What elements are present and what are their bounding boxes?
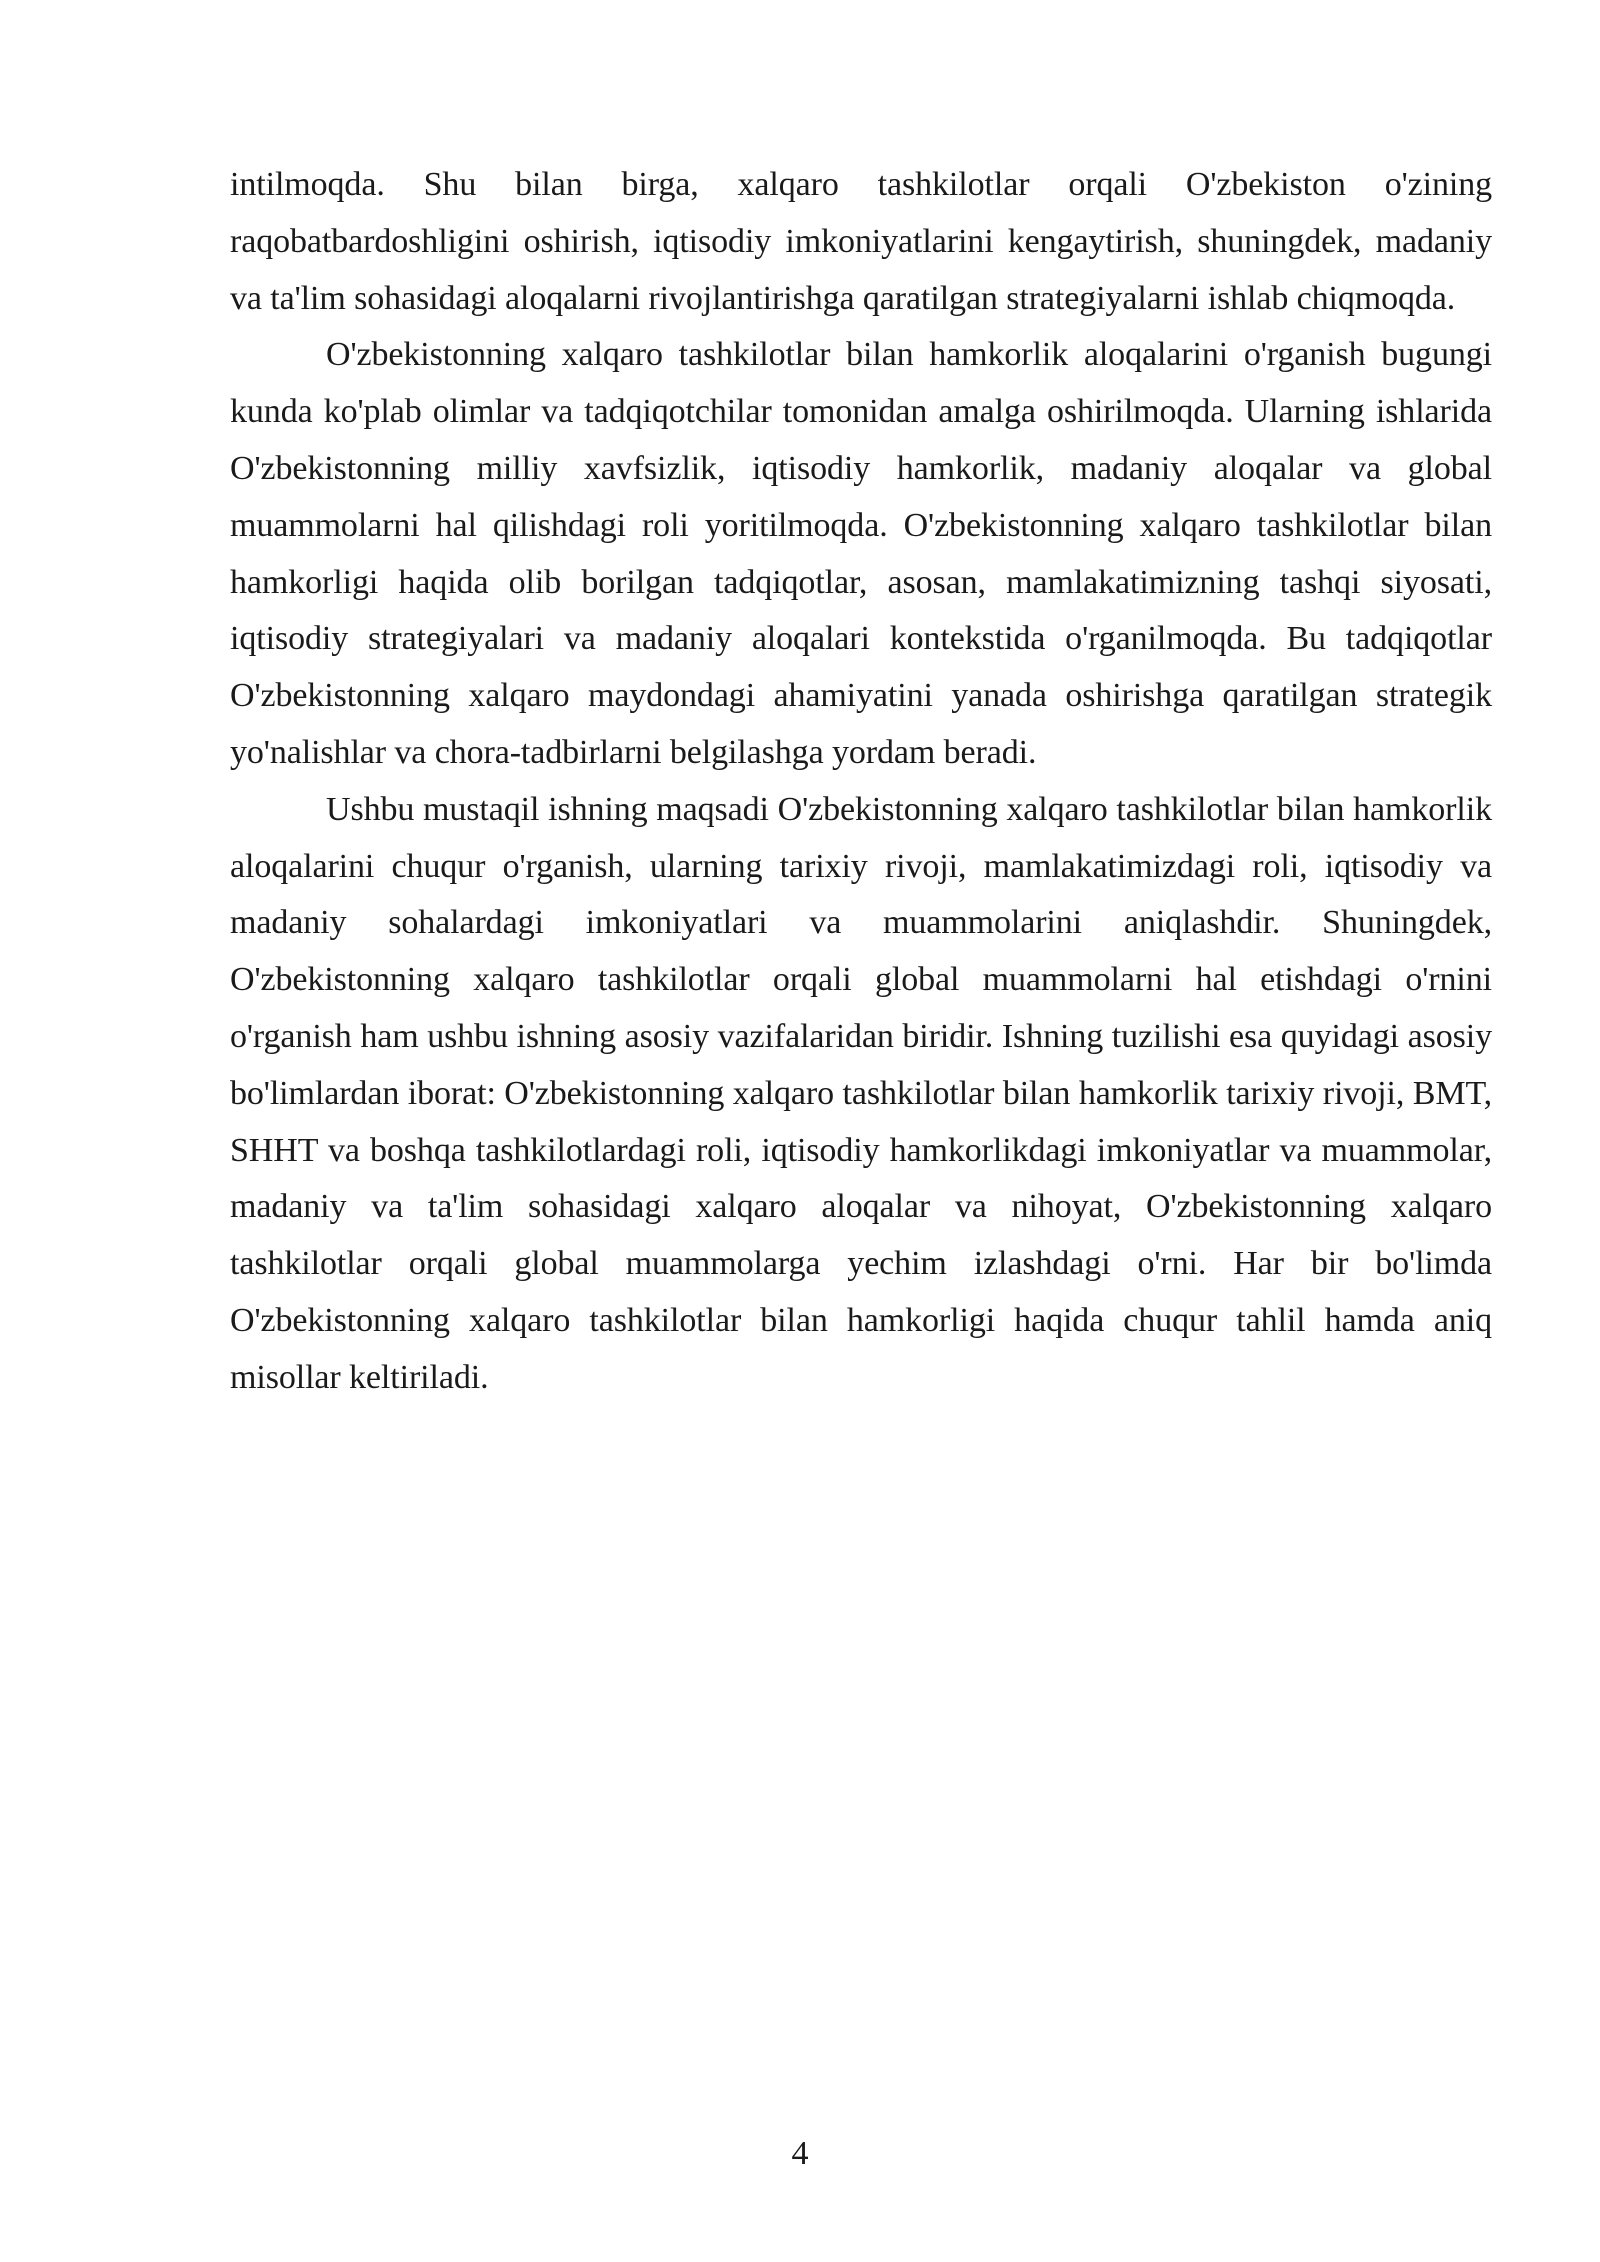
- paragraph-3: Ushbu mustaqil ishning maqsadi O'zbekistonning xalqaro tashkilotlar bilan hamkorlik aloqalarini chuqur o'rganish, ularning tarixiy rivoji, mamlakatimizdagi roli, iqtisodiy va madaniy sohalardagi imkoniyatlari va muammolarini aniqlashdir. Shuningdek, O'zbekistonning xalqaro tashkilotlar orqali global muammolarni hal etishdagi o'rnini o'rganish ham ushbu ishning asosiy vazifalaridan biridir. Ishning tuzilishi esa quyidagi asosiy bo'limlardan iborat: O'zbekistonning xalqaro tashkilotlar bilan hamkorlik tarixiy rivoji, BMT, SHHT va boshqa tashkilotlardagi roli, iqtisodiy hamkorlikdagi imkoniyatlar va muammolar, madaniy va ta'lim sohasidagi xalqaro aloqalar va nihoyat, O'zbekistonning xalqaro tashkilotlar orqali global muammolarga yechim izlashdagi o'rni. Har bir bo'limda O'zbekistonning xalqaro tashkilotlar bilan hamkorligi haqida chuqur tahlil hamda aniq misollar keltiriladi.: [230, 790, 1492, 1396]
- document-body: [230, 157, 1492, 1407]
- paragraph-2: O'zbekistonning xalqaro tashkilotlar bilan hamkorlik aloqalarini o'rganish bugungi kunda ko'plab olimlar va tadqiqotchilar tomonidan amalga oshirilmoqda. Ularning ishlarida O'zbekistonning milliy xavfsizlik, iqtisodiy hamkorlik, madaniy aloqalar va global muammolarni hal qilishdagi roli yoritilmoqda. O'zbekistonning xalqaro tashkilotlar bilan hamkorligi haqida olib borilgan tadqiqotlar, asosan, mamlakatimizning tashqi siyosati, iqtisodiy strategiyalari va madaniy aloqalari kontekstida o'rganilmoqda. Bu tadqiqotlar O'zbekistonning xalqaro maydondagi ahamiyatini yanada oshirishga qaratilgan strategik yo'nalishlar va chora-tadbirlarni belgilashga yordam beradi.: [230, 336, 1492, 771]
- paragraph-1: intilmoqda. Shu bilan birga, xalqaro tashkilotlar orqali O'zbekiston o'zining raqobatbardoshligini oshirish, iqtisodiy imkoniyatlarini kengaytirish, shuningdek, madaniy va ta'lim sohasidagi aloqalarni rivojlantirishga qaratilgan strategiyalarni ishlab chiqmoqda.: [230, 166, 1492, 317]
- page-number: 4: [791, 2135, 809, 2172]
